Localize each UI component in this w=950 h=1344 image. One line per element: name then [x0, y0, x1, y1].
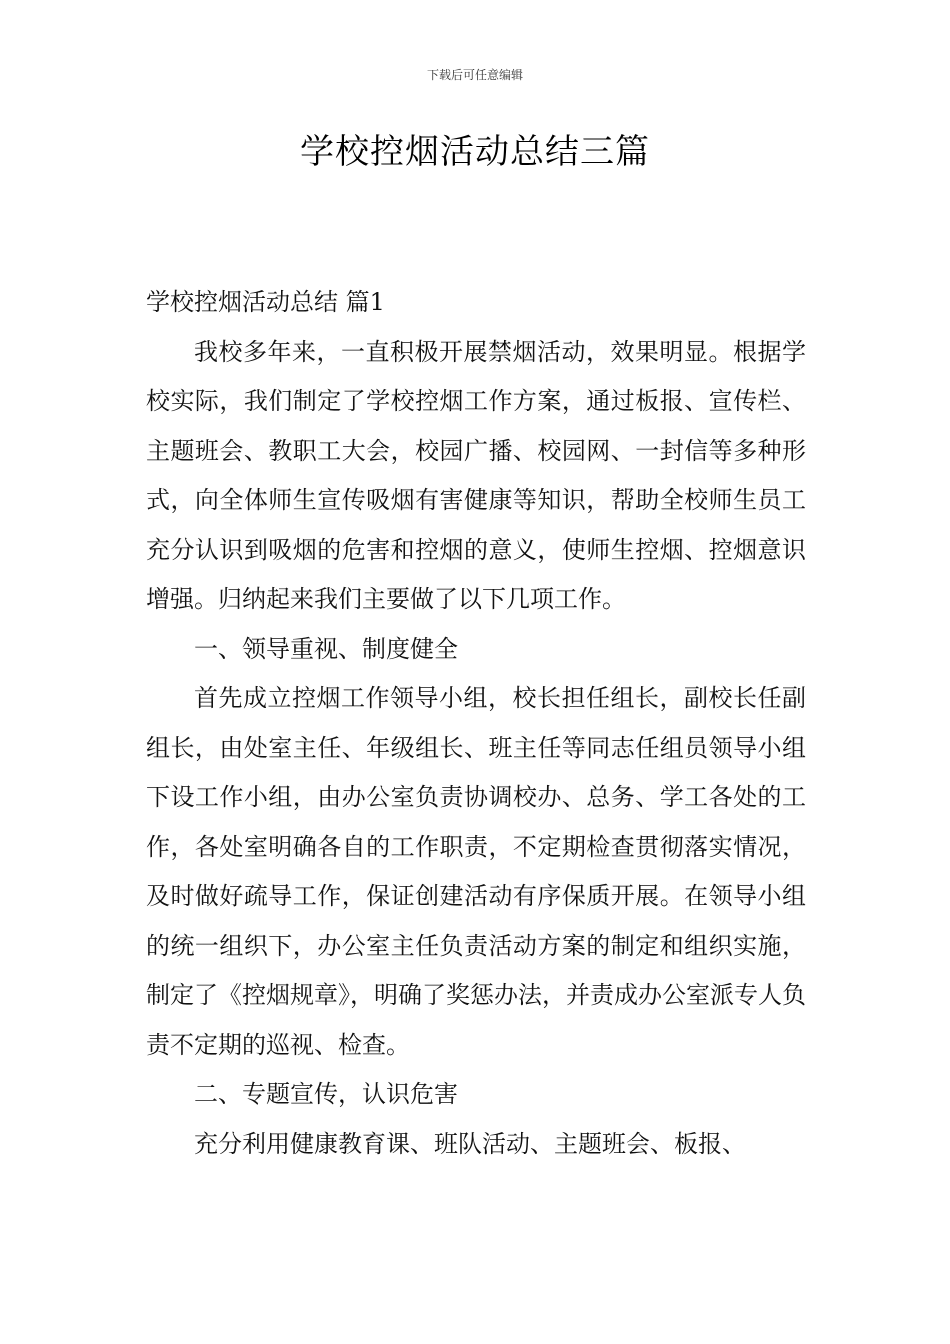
section-heading: 学校控烟活动总结 篇1 [146, 288, 385, 316]
paragraph-leadership: 首先成立控烟工作领导小组，校长担任组长，副校长任副组长，由处室主任、年级组长、班主任等同志任组员领导小组下设工作小组，由办公室负责协调校办、总务、学工各处的工作，各处室明确各自的工作职责，不定期检查贯彻落实情况，及时做好疏导工作，保证创建活动有序保质开展。在领导小组的统一组织下，办公室主任负责活动方案的制定和组织实施，制定了《控烟规章》，明确了奖惩办法，并责成办公室派专人负责不定期的巡视、检查。 [146, 684, 806, 1059]
subheading-leadership: 一、领导重视、制度健全 [194, 634, 458, 663]
header-note: 下载后可任意编辑 [426, 68, 523, 82]
subheading-publicity: 二、专题宣传，认识危害 [194, 1080, 458, 1108]
document-body [146, 278, 806, 1169]
document-title: 学校控烟活动总结三篇 [300, 132, 650, 172]
paragraph-publicity: 充分利用健康教育课、班队活动、主题班会、板报、 [194, 1129, 746, 1158]
paragraph-intro: 我校多年来，一直积极开展禁烟活动，效果明显。根据学校实际，我们制定了学校控烟工作方案，通过板报、宣传栏、主题班会、教职工大会，校园广播、校园网、一封信等多种形式，向全体师生宣传吸烟有害健康等知识，帮助全校师生员工充分认识到吸烟的危害和控烟的意义，使师生控烟、控烟意识增强。归纳起来我们主要做了以下几项工作。 [146, 337, 806, 613]
